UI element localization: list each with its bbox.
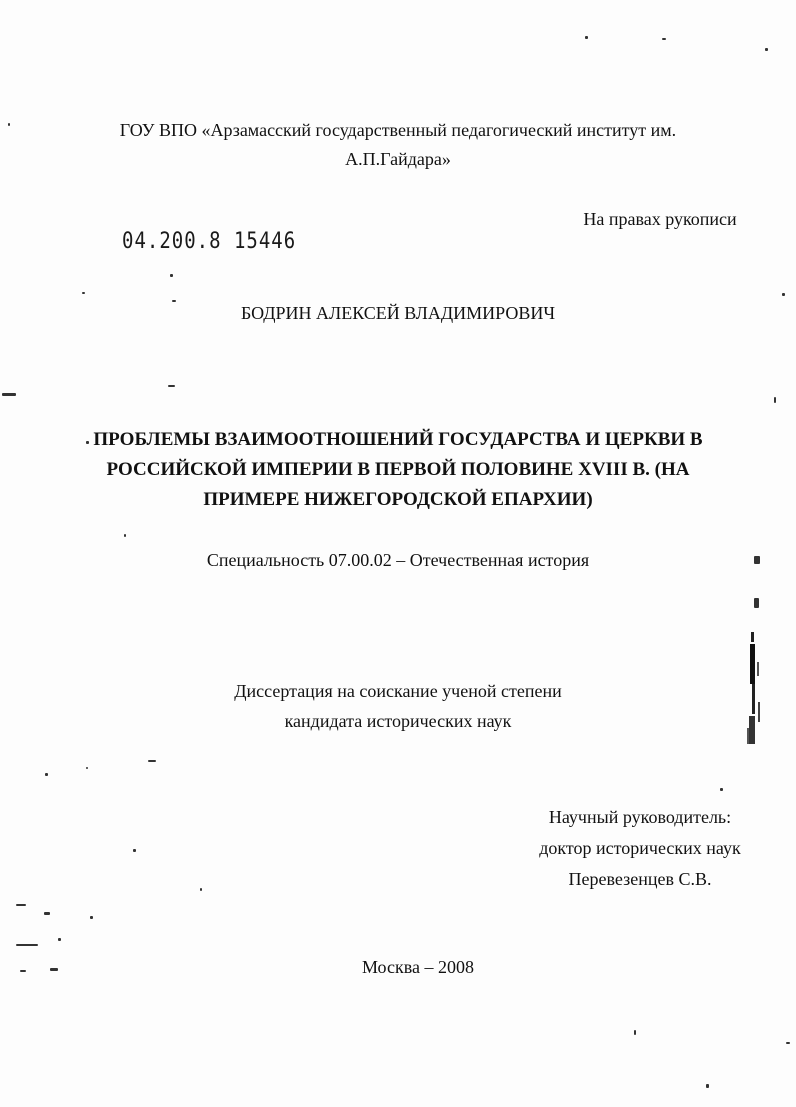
dissertation-line-1: Диссертация на соискание ученой степени	[234, 681, 562, 701]
specialty-line: Специальность 07.00.02 – Отечественная история	[206, 550, 590, 570]
scan-speck	[82, 292, 85, 294]
author-name: БОДРИН АЛЕКСЕЙ ВЛАДИМИРОВИЧ	[240, 303, 556, 323]
scan-speck	[133, 849, 136, 852]
scan-speck	[754, 598, 759, 608]
scan-speck	[774, 397, 776, 403]
scan-speck	[86, 767, 88, 769]
scan-speck	[16, 944, 38, 946]
scan-speck	[90, 916, 93, 919]
scan-speck	[720, 788, 723, 791]
scan-speck	[782, 293, 785, 296]
title-line-2: РОССИЙСКОЙ ИМПЕРИИ В ПЕРВОЙ ПОЛОВИНЕ XVIII В. (НА	[106, 459, 690, 480]
supervisor-label: Научный руководитель:	[548, 807, 732, 827]
scan-artifact-margin	[745, 632, 763, 754]
scan-speck	[754, 556, 760, 564]
scan-speck	[170, 274, 173, 277]
institution-block	[60, 116, 736, 174]
scan-speck	[168, 385, 175, 387]
scan-speck	[172, 300, 176, 302]
scan-speck	[45, 773, 48, 776]
scan-speck	[786, 1042, 790, 1044]
dissertation-type	[60, 676, 736, 736]
scan-speck	[50, 968, 58, 971]
scan-speck	[2, 393, 16, 396]
scan-speck	[706, 1084, 709, 1088]
supervisor-degree: доктор исторических наук	[539, 838, 741, 858]
scan-speck	[86, 441, 89, 444]
scan-speck	[148, 760, 156, 762]
title-line-1: ПРОБЛЕМЫ ВЗАИМООТНОШЕНИЙ ГОСУДАРСТВА И ЦЕРКВИ В	[93, 429, 703, 450]
scan-speck	[124, 534, 126, 537]
scan-speck	[765, 48, 768, 51]
place-year: Москва – 2008	[362, 957, 474, 977]
scan-speck	[20, 970, 26, 972]
scan-speck	[662, 38, 666, 40]
rights-label: На правах рукописи	[583, 209, 737, 229]
scan-speck	[200, 888, 202, 891]
title-line-3: ПРИМЕРЕ НИЖЕГОРОДСКОЙ ЕПАРХИИ)	[203, 489, 593, 510]
institution-line-1: ГОУ ВПО «Арзамасский государственный педагогический институт им.	[119, 120, 677, 140]
catalog-stamp: 04.200.8 15446	[122, 228, 297, 254]
scan-speck	[634, 1030, 636, 1035]
scan-speck	[44, 912, 50, 915]
supervisor-block	[500, 802, 780, 895]
scan-speck	[16, 904, 26, 906]
scan-speck	[8, 123, 10, 126]
dissertation-title	[70, 425, 726, 515]
scan-speck	[58, 938, 61, 941]
dissertation-line-2: кандидата исторических наук	[284, 711, 512, 731]
supervisor-name: Перевезенцев С.В.	[568, 869, 712, 889]
scan-speck	[585, 36, 588, 39]
institution-line-2: А.П.Гайдара»	[345, 149, 451, 169]
